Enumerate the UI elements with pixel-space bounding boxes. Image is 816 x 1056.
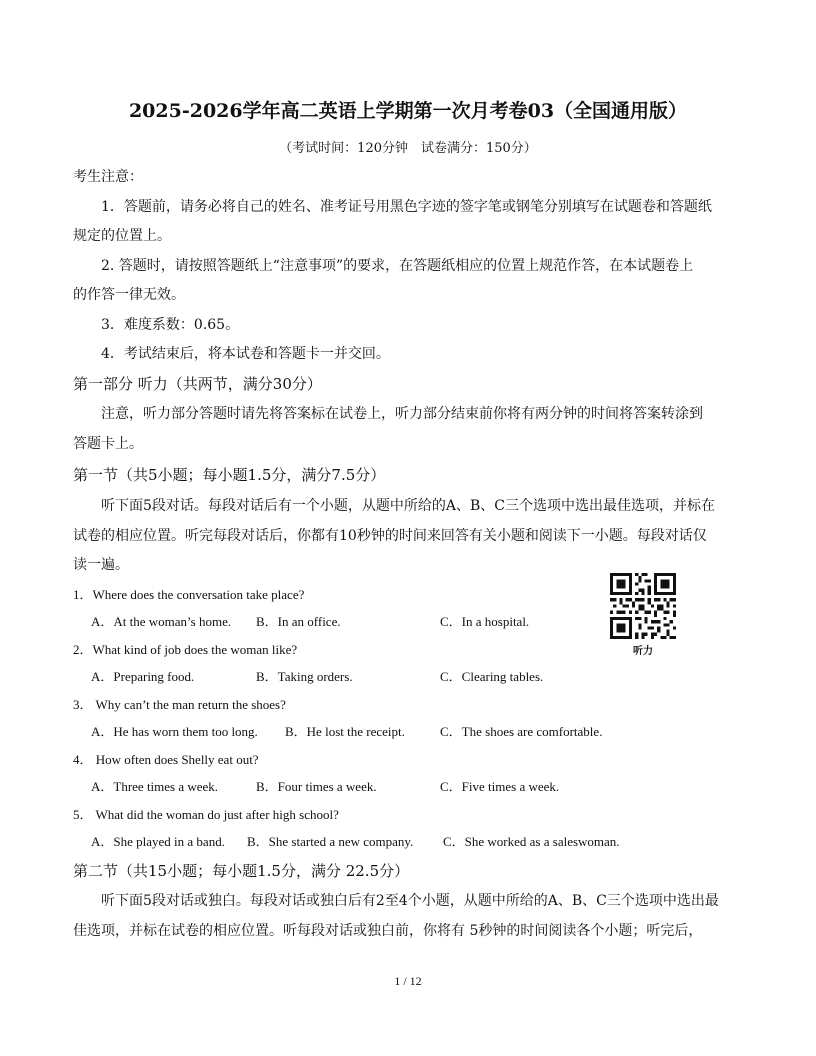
part1-note: 注意，听力部分答题时请先将答案标在试卷上，听力部分结束前你将有两分钟的时间将答案转涂到 bbox=[101, 406, 703, 422]
notice-item-4: 4．考试结束后，将本试卷和答题卡一并交回。 bbox=[101, 346, 390, 362]
question-4-option-c: C．Five times a week. bbox=[440, 779, 560, 794]
question-3: 3． Why can’t the man return the shoes? bbox=[73, 697, 286, 712]
question-3-option-a: A．He has worn them too long. bbox=[91, 724, 258, 739]
qr-code-icon bbox=[610, 573, 676, 639]
notice-item-1-cont: 规定的位置上。 bbox=[73, 228, 171, 244]
question-2-option-b: B．Taking orders. bbox=[256, 669, 353, 684]
question-4-option-a: A．Three times a week. bbox=[91, 779, 219, 794]
section1-heading: 第一节（共5小题；每小题1.5分，满分7.5分） bbox=[73, 466, 386, 484]
notice-item-2: 2. 答题时，请按照答题纸上“注意事项”的要求，在答题纸相应的位置上规范作答，在本试题卷上 bbox=[101, 258, 694, 274]
question-5-option-a: A．She played in a band. bbox=[91, 834, 225, 849]
question-4-option-b: B．Four times a week. bbox=[256, 779, 377, 794]
notice-item-2-cont: 的作答一律无效。 bbox=[73, 287, 185, 303]
question-5: 5． What did the woman do just after high school? bbox=[73, 807, 339, 822]
page-title: 2025-2026学年高二英语上学期第一次月考卷03（全国通用版） bbox=[128, 100, 688, 122]
qr-label: 听力 bbox=[633, 646, 653, 657]
question-3-option-c: C．The shoes are comfortable. bbox=[440, 724, 603, 739]
question-5-option-c: C．She worked as a saleswoman. bbox=[443, 834, 620, 849]
exam-time-info: （考试时间：120分钟 试卷满分：150分） bbox=[279, 141, 537, 156]
notice-item-3: 3．难度系数：0.65。 bbox=[101, 317, 240, 333]
question-1-option-b: B．In an office. bbox=[256, 614, 341, 629]
question-2-option-c: C．Clearing tables. bbox=[440, 669, 544, 684]
page-number: 1 / 12 bbox=[394, 974, 422, 988]
section1-instructions-cont: 试卷的相应位置。听完每段对话后，你都有10秒钟的时间来回答有关小题和阅读下一小题。每段对话仅 bbox=[73, 528, 707, 544]
question-5-option-b: B．She started a new company. bbox=[247, 834, 414, 849]
question-3-option-b: B．He lost the receipt. bbox=[285, 724, 405, 739]
question-2: 2．What kind of job does the woman like? bbox=[73, 642, 298, 657]
section1-instructions: 听下面5段对话。每段对话后有一个小题，从题中所给的A、B、C三个选项中选出最佳选项，并标在 bbox=[101, 498, 716, 514]
part1-note-cont: 答题卡上。 bbox=[73, 436, 143, 452]
question-2-option-a: A．Preparing food. bbox=[91, 669, 195, 684]
part1-heading: 第一部分 听力（共两节，满分30分） bbox=[73, 375, 322, 393]
question-4: 4． How often does Shelly eat out? bbox=[73, 752, 259, 767]
section2-instructions: 听下面5段对话或独白。每段对话或独白后有2至4个小题，从题中所给的A、B、C三个选项中选出最 bbox=[101, 893, 719, 909]
notice-heading: 考生注意： bbox=[73, 169, 143, 185]
notice-item-1: 1．答题前，请务必将自己的姓名、准考证号用黑色字迹的签字笔或钢笔分别填写在试题卷和答题纸 bbox=[101, 199, 712, 215]
question-1: 1．Where does the conversation take place? bbox=[73, 587, 305, 602]
question-1-option-a: A．At the woman’s home. bbox=[91, 614, 232, 629]
section1-instructions-end: 读一遍。 bbox=[73, 557, 129, 573]
section2-heading: 第二节（共15小题；每小题1.5分，满分 22.5分） bbox=[73, 862, 410, 880]
section2-instructions-cont: 佳选项，并标在试卷的相应位置。听每段对话或独白前，你将有 5秒钟的时间阅读各个小题；听完后， bbox=[73, 923, 703, 939]
question-1-option-c: C．In a hospital. bbox=[440, 614, 530, 629]
